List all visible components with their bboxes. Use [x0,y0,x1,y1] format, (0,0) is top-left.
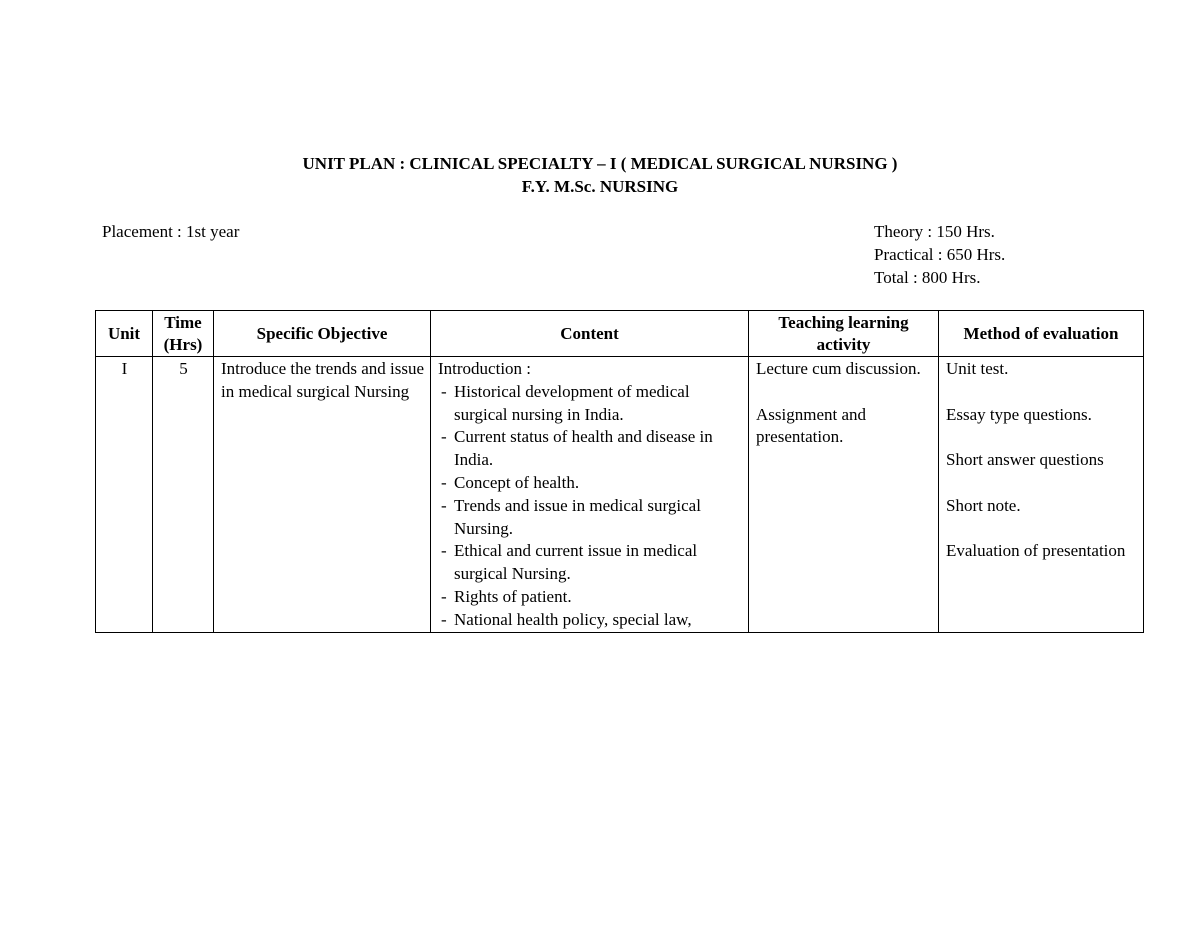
hours-summary [874,220,1005,289]
header-teaching: Teaching learning activity [749,311,939,357]
header-time: Time (Hrs) [153,311,214,357]
unit-plan-table [95,310,1144,633]
cell-evaluation [939,357,1144,633]
cell-objective: Introduce the trends and issue in medical surgical Nursing [214,357,431,633]
cell-content [431,357,749,633]
header-objective: Specific Objective [214,311,431,357]
list-item: - Rights of patient. [438,586,742,609]
content-list [438,381,742,632]
practical-hours: Practical : 650 Hrs. [874,245,1006,264]
list-item: - Ethical and current issue in medical surgical Nursing. [438,540,742,586]
evaluation-item: Unit test. [946,359,1009,378]
content-intro: Introduction : [438,359,532,378]
placement-text: Placement : 1st year [102,222,240,241]
title-line-2: F.Y. M.Sc. NURSING [521,177,679,196]
document-title [0,152,1200,198]
teaching-item: Assignment and presentation. [756,404,867,447]
cell-time: 5 [153,357,214,633]
list-item: - Historical development of medical surgical nursing in India. [438,381,742,427]
cell-unit: I [96,357,153,633]
list-item: - Trends and issue in medical surgical Nursing. [438,495,742,541]
header-content: Content [431,311,749,357]
list-item: - Current status of health and disease in India. [438,426,742,472]
evaluation-item: Essay type questions. [946,404,1092,424]
evaluation-item: Short answer questions [946,450,1104,470]
list-item: - National health policy, special law, [438,609,742,632]
cell-teaching [749,357,939,633]
header-unit: Unit [96,311,153,357]
table-header-row [96,311,1144,357]
title-line-1: UNIT PLAN : CLINICAL SPECIALTY – I ( MEDICAL SURGICAL NURSING ) [302,154,898,173]
total-hours: Total : 800 Hrs. [874,268,981,287]
evaluation-item: Evaluation of presentation [946,541,1126,561]
theory-hours: Theory : 150 Hrs. [874,222,995,241]
header-evaluation: Method of evaluation [939,311,1144,357]
table-row [96,357,1144,633]
list-item: - Concept of health. [438,472,742,495]
teaching-item: Lecture cum discussion. [756,359,921,378]
evaluation-item: Short note. [946,495,1021,515]
